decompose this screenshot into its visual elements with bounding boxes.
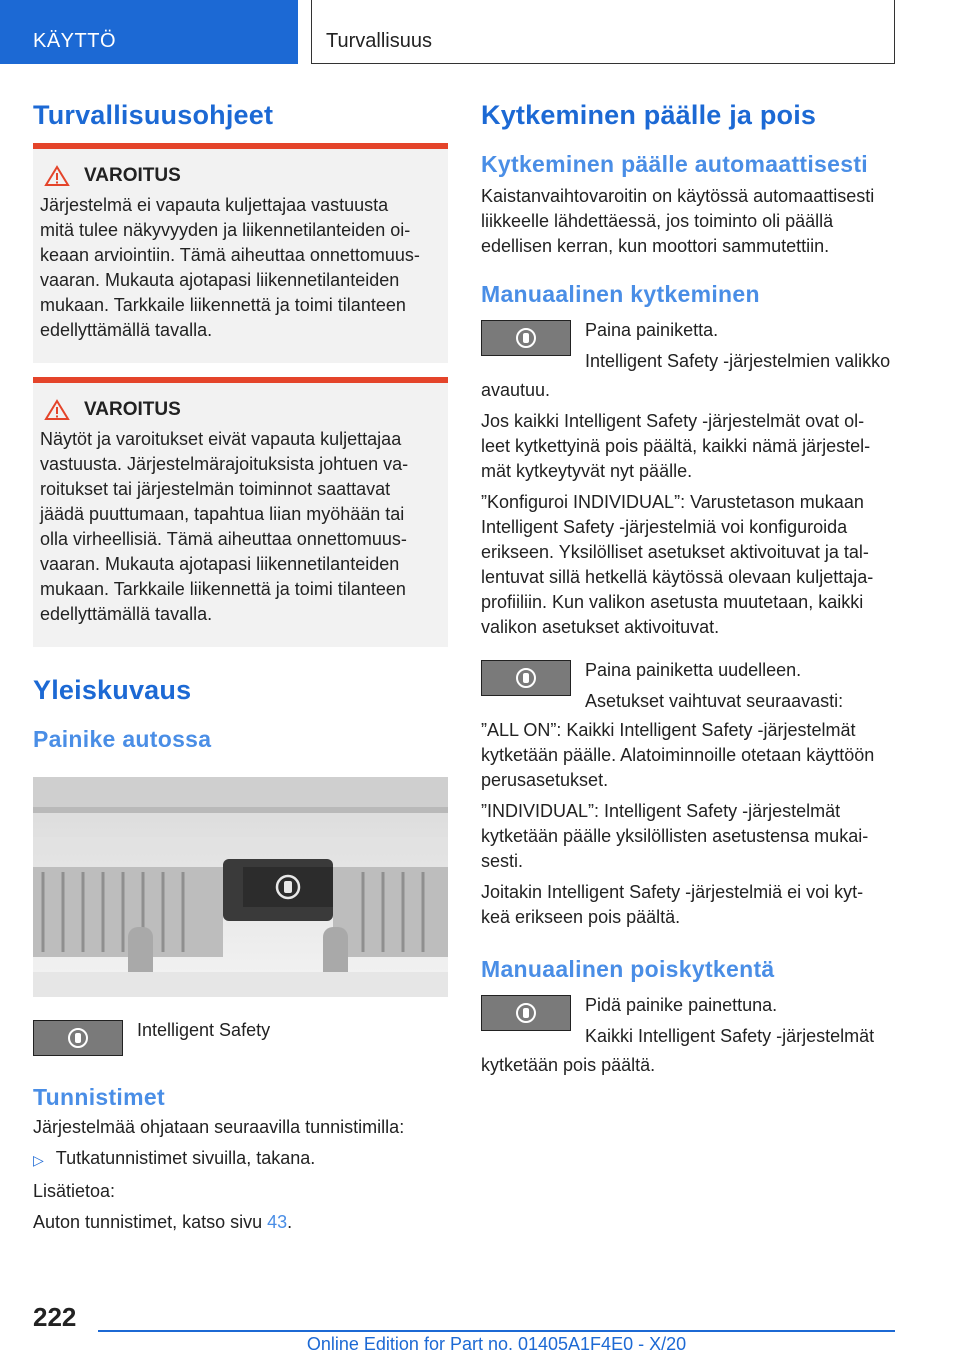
header-section-label: KÄYTTÖ: [33, 30, 117, 52]
manual-step-2: [481, 658, 901, 714]
step-text: Pidä painike painettuna.: [585, 995, 778, 1015]
warning-line: mitä tulee näkyvyyden ja liikennetilanteiden oi-: [40, 220, 411, 240]
manual-off-step: [481, 993, 901, 1049]
manual-line: valikon asetukset aktivoituvat.: [481, 617, 720, 637]
some-line: keä erikseen pois päältä.: [481, 907, 681, 927]
heading-sensors: Tunnistimet: [33, 1084, 165, 1110]
allon-line: perusasetukset.: [481, 770, 609, 790]
warning-line: edellyttämällä tavalla.: [40, 320, 213, 340]
individual-line: kytketään päälle yksilöllisten asetustensa mukai-: [481, 826, 869, 846]
warning-triangle-icon: [44, 165, 70, 187]
warning-title: VAROITUS: [84, 165, 181, 186]
right-column: [481, 100, 901, 1084]
intelligent-safety-button-icon: [481, 660, 571, 696]
step-result-cont: kytketään pois päältä.: [481, 1055, 656, 1075]
warning-line: roitukset tai järjestelmän toiminnot saattavat: [40, 479, 391, 499]
intelligent-safety-button-icon: [33, 1020, 123, 1056]
heading-auto-on: Kytkeminen päälle automaattisesti: [481, 151, 868, 177]
warning-title: VAROITUS: [84, 399, 181, 420]
manual-step-1: [481, 318, 901, 374]
manual-line: lentuvat sillä hetkellä käytössä olevaan kuljettaja-: [481, 567, 874, 587]
warning-box-1: [33, 143, 448, 363]
page-number: 222: [33, 1302, 77, 1332]
heading-manual-on: Manuaalinen kytkeminen: [481, 281, 760, 307]
heading-safety: Turvallisuusohjeet: [33, 100, 274, 130]
manual-line: mät kytkeytyvät nyt päälle.: [481, 461, 693, 481]
step-result-cont: avautuu.: [481, 380, 551, 400]
manual-line: leet kytkettyinä pois päältä, kaikki nämä järjestel-: [481, 436, 871, 456]
manual-line: profiiliin. Kun valikon asetusta muutetaan, kaikki: [481, 592, 864, 612]
reference-line: [33, 1210, 448, 1235]
auto-line: edellisen kerran, kun moottori sammutettiin.: [481, 236, 830, 256]
warning-line: Järjestelmä ei vapauta kuljettajaa vastuusta: [40, 195, 389, 215]
auto-line: Kaistanvaihtovaroitin on käytössä automaattisesti: [481, 186, 875, 206]
heading-button-in-car: Painike autossa: [33, 726, 212, 752]
footer-divider: [98, 1330, 895, 1332]
list-item: [33, 1146, 448, 1173]
some-line: Joitakin Intelligent Safety -järjestelmiä ei voi kyt-: [481, 882, 864, 902]
manual-line: ”Konfiguroi INDIVIDUAL”: Varustetason mukaan: [481, 492, 864, 512]
manual-line: erikseen. Yksilölliset asetukset aktivoituvat ja tal-: [481, 542, 869, 562]
header-section-tab: [0, 0, 298, 64]
warning-line: jäädä puuttumaan, tapahtua liian myöhään tai: [40, 504, 405, 524]
individual-line: sesti.: [481, 851, 524, 871]
button-caption: Intelligent Safety: [137, 1020, 271, 1040]
header-topic-box: [311, 0, 895, 64]
step-text: Paina painiketta.: [585, 320, 719, 340]
button-caption-row: [33, 1018, 448, 1056]
heading-manual-off: Manuaalinen poiskytkentä: [481, 956, 775, 982]
sensors-bullet: Tutkatunnistimet sivuilla, takana.: [55, 1148, 316, 1168]
dashboard-button-photo: [33, 777, 448, 997]
warning-triangle-icon: [44, 399, 70, 421]
intelligent-safety-button-icon: [481, 995, 571, 1031]
left-column: [33, 100, 448, 1241]
heading-overview: Yleiskuvaus: [33, 675, 192, 705]
step-text: Paina painiketta uudelleen.: [585, 660, 802, 680]
individual-line: ”INDIVIDUAL”: Intelligent Safety -järjestelmät: [481, 801, 841, 821]
warning-line: olla virheellisiä. Tämä aiheuttaa onnettomuus-: [40, 529, 407, 549]
allon-line: kytketään päälle. Alatoiminnoille otetaan käyttöön: [481, 745, 875, 765]
allon-line: ”ALL ON”: Kaikki Intelligent Safety -järjestelmät: [481, 720, 856, 740]
manual-line: Intelligent Safety -järjestelmiä voi konfiguroida: [481, 517, 848, 537]
more-info-label: Lisätietoa:: [33, 1181, 116, 1201]
warning-line: Näytöt ja varoitukset eivät vapauta kuljettajaa: [40, 429, 402, 449]
warning-box-2: [33, 377, 448, 647]
manual-line: Jos kaikki Intelligent Safety -järjestelmät ovat ol-: [481, 411, 865, 431]
step-result: Kaikki Intelligent Safety -järjestelmät: [585, 1026, 875, 1046]
reference-end: .: [287, 1212, 293, 1232]
reference-text: Auton tunnistimet, katso sivu: [33, 1212, 268, 1232]
warning-line: mukaan. Tarkkaile liikennettä ja toimi tilanteen: [40, 295, 406, 315]
warning-line: vaaran. Mukauta ajotapasi liikennetilanteiden: [40, 270, 400, 290]
step-result: Intelligent Safety -järjestelmien valikko: [585, 351, 891, 371]
sensors-intro: Järjestelmää ohjataan seuraavilla tunnistimilla:: [33, 1117, 405, 1137]
header-topic-label: Turvallisuus: [326, 30, 432, 52]
intelligent-safety-button-icon: [481, 320, 571, 356]
warning-line: edellyttämällä tavalla.: [40, 604, 213, 624]
warning-line: keaan arviointiin. Tämä aiheuttaa onnettomuus-: [40, 245, 420, 265]
step-result: Asetukset vaihtuvat seuraavasti:: [585, 691, 844, 711]
heading-on-off: Kytkeminen päälle ja pois: [481, 100, 817, 130]
page-reference-link[interactable]: 43: [267, 1212, 288, 1232]
warning-line: vastuusta. Järjestelmärajoituksista johtuen va-: [40, 454, 409, 474]
warning-line: mukaan. Tarkkaile liikennettä ja toimi tilanteen: [40, 579, 406, 599]
warning-line: vaaran. Mukauta ajotapasi liikennetilanteiden: [40, 554, 400, 574]
bullet-triangle-icon: ▷: [33, 1152, 44, 1168]
auto-line: liikkeelle lähdettäessä, jos toiminto oli päällä: [481, 211, 834, 231]
footer-edition: Online Edition for Part no. 01405A1F4E0 - X/20: [306, 1334, 687, 1354]
